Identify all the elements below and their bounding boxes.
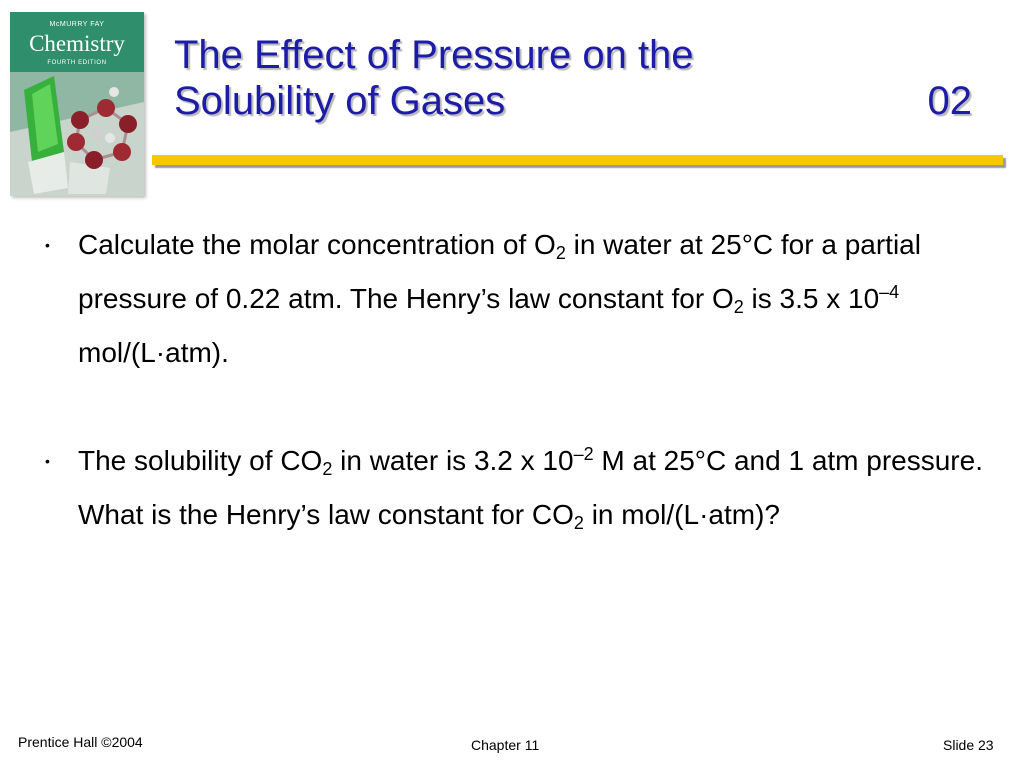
book-cover-image — [10, 12, 144, 196]
bullet-1-text-3: is 3.5 x 10 — [743, 283, 880, 314]
title-number: 02 — [927, 79, 972, 123]
bullet-2-text-3: M at 25°C and 1 atm pressure. What is the Henry’s law constant for CO — [78, 445, 983, 530]
bullet-item-2 — [40, 434, 1012, 542]
bullet-marker: • — [45, 237, 50, 253]
title-line-2 — [174, 78, 974, 124]
bullet-2-text-4: in mol/(L·atm)? — [583, 499, 780, 530]
title-line-1: The Effect of Pressure on the — [174, 33, 694, 77]
bullet-1-text-1: Calculate the molar concentration of O — [78, 229, 556, 260]
slide-body — [40, 218, 1012, 542]
slide-title — [174, 32, 974, 124]
title-line-2-text: Solubility of Gases — [174, 79, 506, 123]
book-edition: FOURTH EDITION — [47, 60, 107, 66]
bullet-1-sub-2: 2 — [733, 297, 744, 317]
bullet-item-1 — [40, 218, 1012, 380]
bullet-marker: • — [45, 453, 50, 469]
bullet-1-text-4: mol/(L·atm). — [78, 337, 229, 368]
bullet-2-sub-1: 2 — [322, 459, 333, 479]
bullet-1-exponent: –4 — [879, 282, 900, 302]
footer-chapter: Chapter 11 — [471, 737, 540, 753]
bullet-1-sub-1: 2 — [555, 243, 566, 263]
bullet-2-text-1: The solubility of CO — [78, 445, 323, 476]
book-authors: McMURRY FAY — [49, 21, 105, 28]
bullet-1-text-2: in water at 25°C for a partial pressure of 0.22 atm. The Henry’s law constant for O — [78, 229, 921, 314]
book-title: Chemistry — [29, 31, 125, 56]
bullet-2-text-2: in water is 3.2 x 10 — [332, 445, 574, 476]
title-underline-bar — [152, 155, 1003, 165]
bullet-2-exponent: –2 — [573, 444, 594, 464]
footer-slide-number: Slide 23 — [943, 737, 994, 753]
bullet-2-sub-2: 2 — [573, 513, 584, 533]
footer-publisher: Prentice Hall ©2004 — [18, 734, 143, 750]
